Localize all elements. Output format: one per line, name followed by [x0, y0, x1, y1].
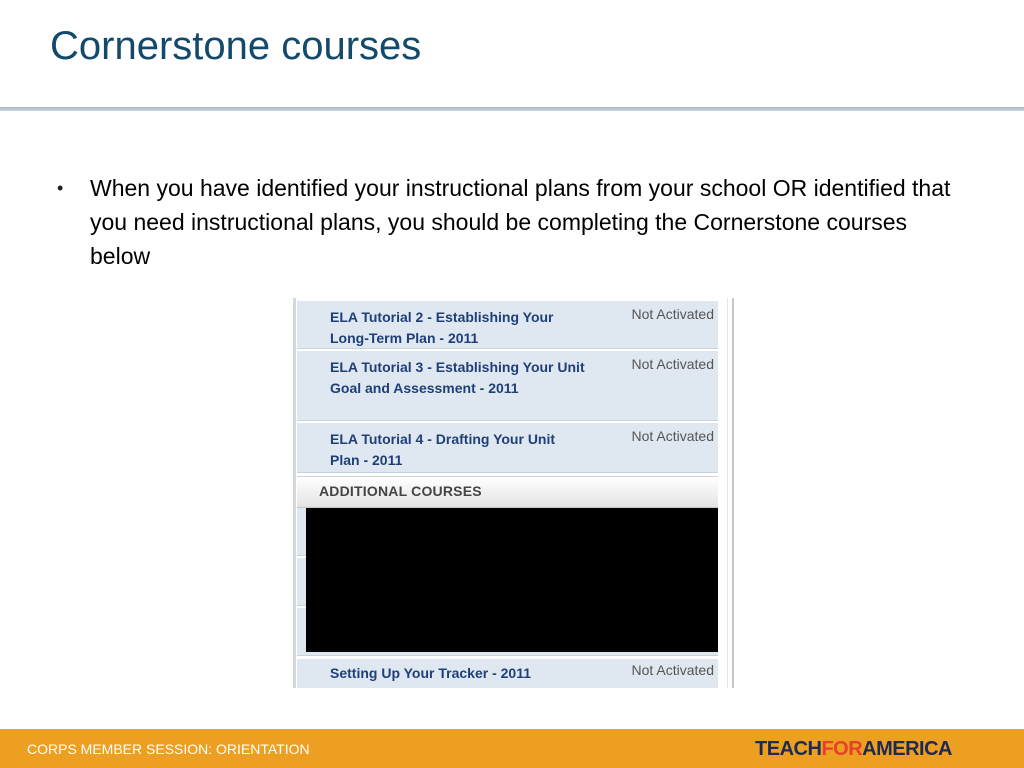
footer-bar — [0, 729, 1024, 768]
bullet-item — [57, 171, 957, 273]
section-header — [297, 476, 718, 508]
bullet-text: When you have identified your instructional plans from your school OR identified that you need instructional plans, you should be completing the Cornerstone courses below — [90, 175, 951, 269]
course-row — [297, 351, 718, 421]
slide-title: Cornerstone courses — [50, 24, 422, 68]
course-link[interactable]: ELA Tutorial 2 - Establishing Your Long-Term Plan - 2011 — [330, 309, 554, 346]
course-row — [297, 659, 718, 688]
section-header-label: ADDITIONAL COURSES — [319, 483, 482, 499]
screenshot-right-border — [732, 298, 734, 688]
course-link[interactable]: ELA Tutorial 4 - Drafting Your Unit Plan - 2011 — [330, 431, 556, 468]
title-divider — [0, 107, 1024, 111]
course-status: Not Activated — [631, 662, 714, 678]
bullet-dot-icon: • — [57, 178, 64, 198]
course-status: Not Activated — [631, 356, 714, 372]
course-list-screenshot — [293, 298, 734, 688]
brand-logo — [755, 738, 952, 761]
screenshot-left-border — [293, 298, 296, 688]
course-link[interactable]: Setting Up Your Tracker - 2011 — [330, 665, 532, 681]
course-status: Not Activated — [631, 306, 714, 322]
course-status: Not Activated — [631, 428, 714, 444]
bullet-list — [57, 171, 957, 273]
course-row — [297, 301, 718, 349]
redacted-block — [306, 508, 718, 652]
brand-logo-part: TEACH — [755, 738, 822, 760]
footer-text: CORPS MEMBER SESSION: ORIENTATION — [27, 741, 310, 757]
brand-logo-part-accent: FOR — [821, 738, 863, 760]
brand-logo-part: AMERICA — [862, 738, 952, 760]
screenshot-scroll-track — [727, 298, 728, 688]
course-row — [297, 423, 718, 473]
course-link[interactable]: ELA Tutorial 3 - Establishing Your Unit Goal and Assessment - 2011 — [330, 359, 585, 396]
